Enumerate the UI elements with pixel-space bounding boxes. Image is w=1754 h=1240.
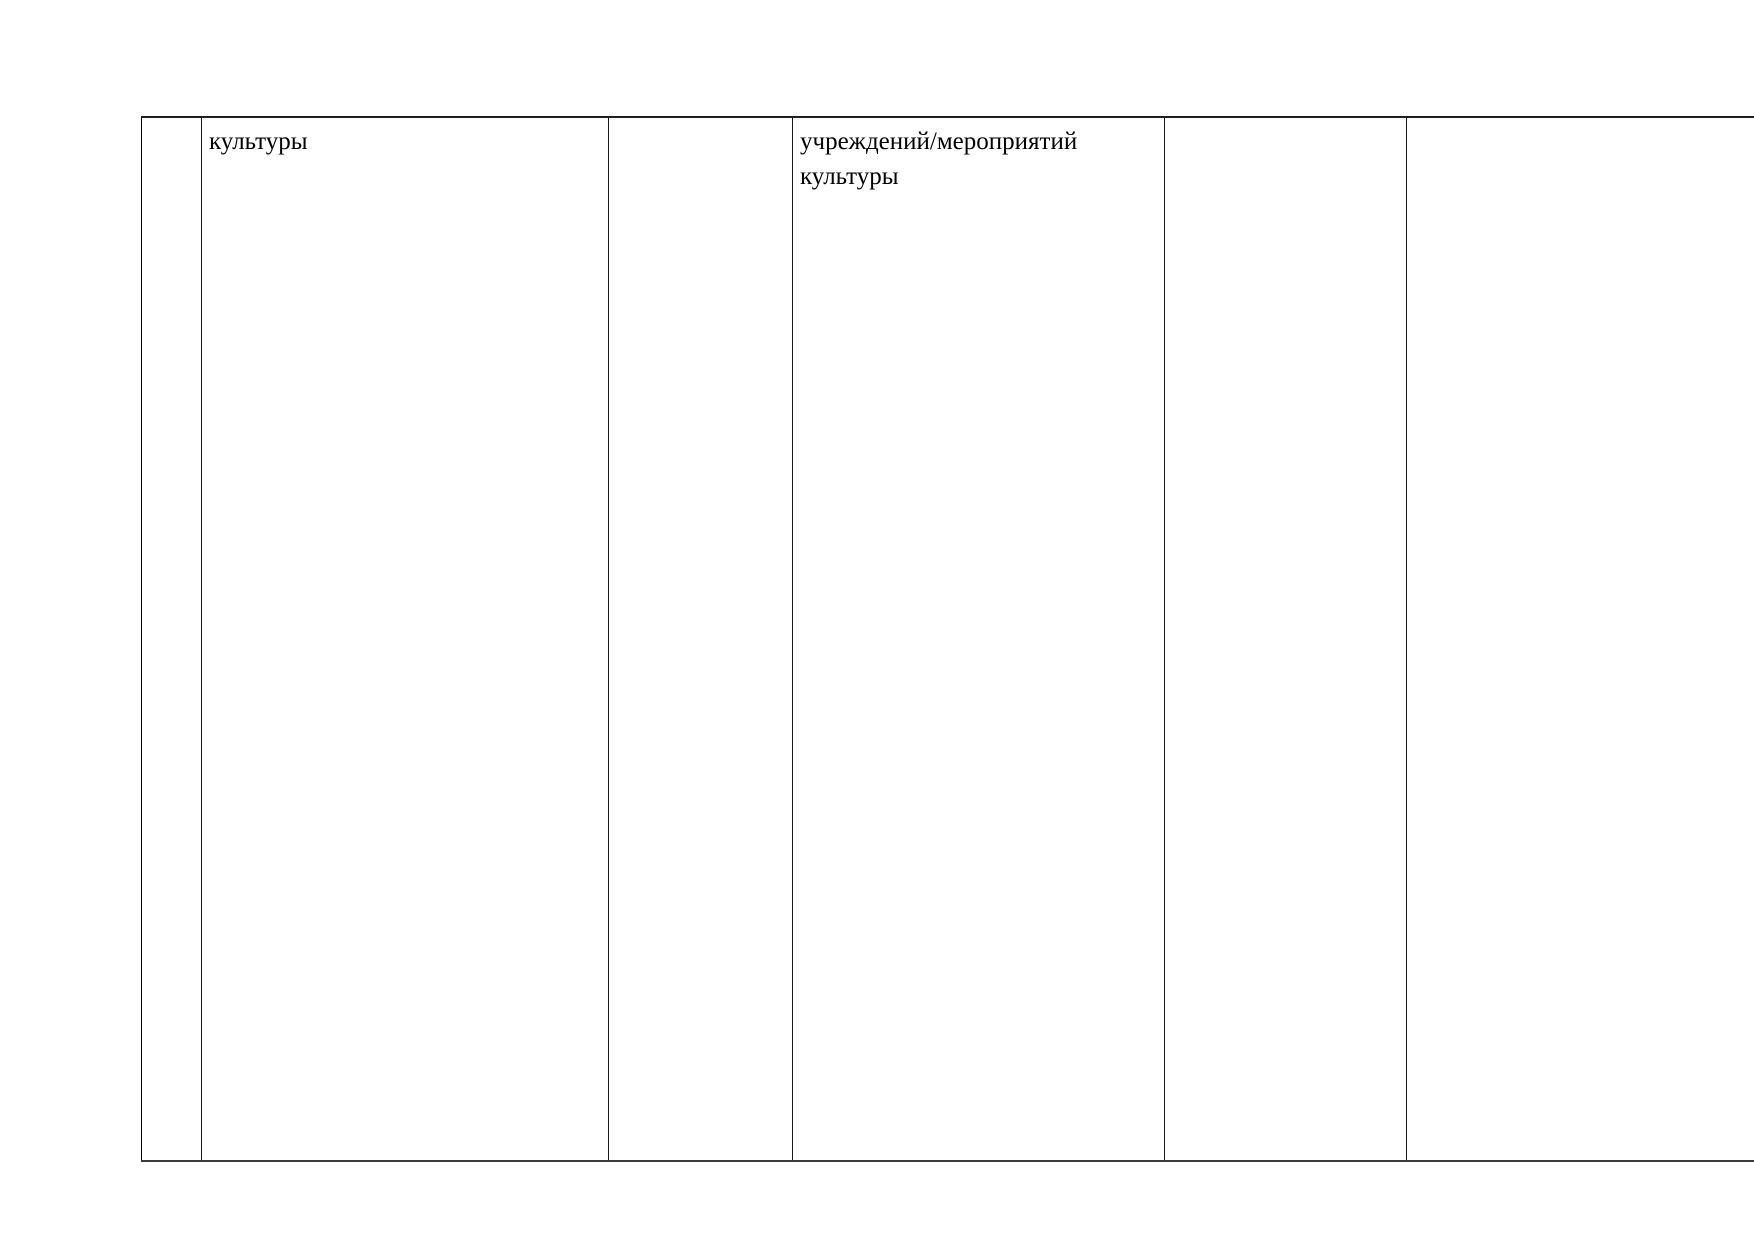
table-cell-text-uchrezhdeniy: учреждений/мероприятий культуры — [793, 117, 1165, 1161]
table-cell-empty-2 — [1165, 117, 1407, 1161]
continuation-table — [141, 116, 1754, 1162]
table-cell-empty-1 — [609, 117, 793, 1161]
table-cell-empty-3-clipped — [1407, 117, 1754, 1161]
table-cell-number — [142, 117, 202, 1161]
table-row — [142, 117, 1754, 1161]
table-cell-text-kultury: культуры — [202, 117, 609, 1161]
